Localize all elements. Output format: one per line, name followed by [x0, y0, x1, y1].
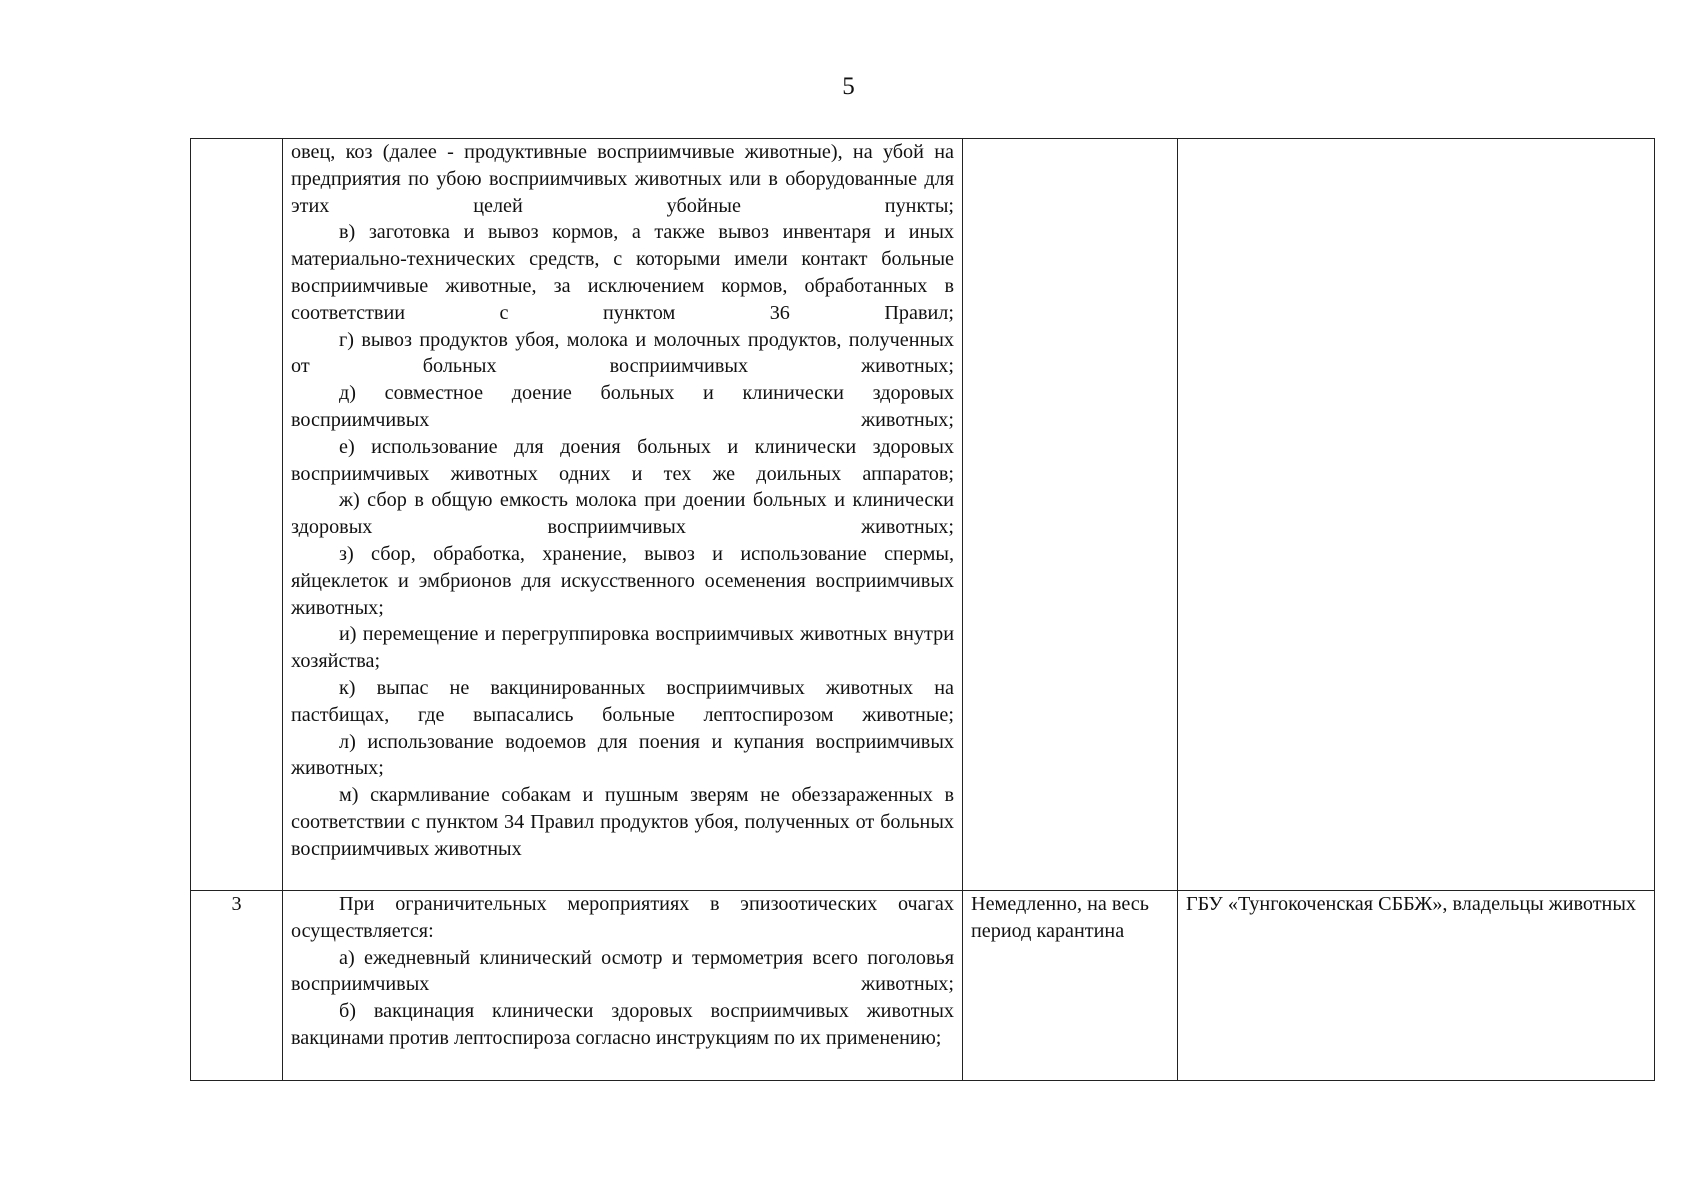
measure-paragraph: а) ежедневный клинический осмотр и термометрия всего поголовья восприимчивых животных;: [291, 946, 954, 996]
measure-paragraph: овец, коз (далее - продуктивные восприимчивые животные), на убой на предприятия по убою восприимчивых животных или в оборудованные для этих целей убойные пункты;: [291, 141, 954, 217]
table-row: [191, 139, 1655, 891]
measure-paragraph: м) скармливание собакам и пушным зверям не обеззараженных в соответствии с пунктом 34 Правил продуктов убоя, полученных от больных восприимчивых животных: [291, 784, 954, 860]
responsible-cell: ГБУ «Тунгокоченская СББЖ», владельцы животных: [1178, 891, 1655, 1081]
measure-paragraph: и) перемещение и перегруппировка восприимчивых животных внутри хозяйства;: [291, 623, 954, 673]
term-cell: Немедленно, на весь период карантина: [963, 891, 1178, 1081]
measure-paragraph: б) вакцинация клинически здоровых восприимчивых животных вакцинами против лептоспироза согласно инструкциям по их применению;: [291, 1000, 954, 1049]
measure-paragraph: г) вывоз продуктов убоя, молока и молочных продуктов, полученных от больных восприимчивых животных;: [291, 328, 954, 378]
measure-paragraph: л) использование водоемов для поения и купания восприимчивых животных;: [291, 730, 954, 780]
measures-table: [190, 138, 1655, 1081]
measure-paragraph: ж) сбор в общую емкость молока при доении больных и клинически здоровых восприимчивых животных;: [291, 489, 954, 539]
table-row: [191, 891, 1655, 1081]
measure-paragraph: д) совместное доение больных и клинически здоровых восприимчивых животных;: [291, 382, 954, 431]
term-cell: [963, 139, 1178, 891]
measure-paragraph: в) заготовка и вывоз кормов, а также вывоз инвентаря и иных материально-технических средств, с которыми имели контакт больные восприимчивые животные, за исключением кормов, обработанных в соответствии с пунктом 36 Правил;: [291, 221, 954, 324]
measure-cell: [283, 891, 963, 1081]
measure-paragraph: При ограничительных мероприятиях в эпизоотических очагах осуществляется:: [291, 893, 954, 942]
measure-paragraph: е) использование для доения больных и клинически здоровых восприимчивых животных одних и тех же доильных аппаратов;: [291, 435, 954, 485]
measure-paragraph: к) выпас не вакцинированных восприимчивых животных на пастбищах, где выпасались больные лептоспирозом животные;: [291, 676, 954, 726]
measure-cell: [283, 139, 963, 891]
row-number: 3: [191, 891, 283, 1081]
responsible-cell: [1178, 139, 1655, 891]
row-number: [191, 139, 283, 891]
measure-paragraph: з) сбор, обработка, хранение, вывоз и использование спермы, яйцеклеток и эмбрионов для искусственного осеменения восприимчивых животных;: [291, 542, 954, 619]
page-number: 5: [842, 73, 855, 100]
